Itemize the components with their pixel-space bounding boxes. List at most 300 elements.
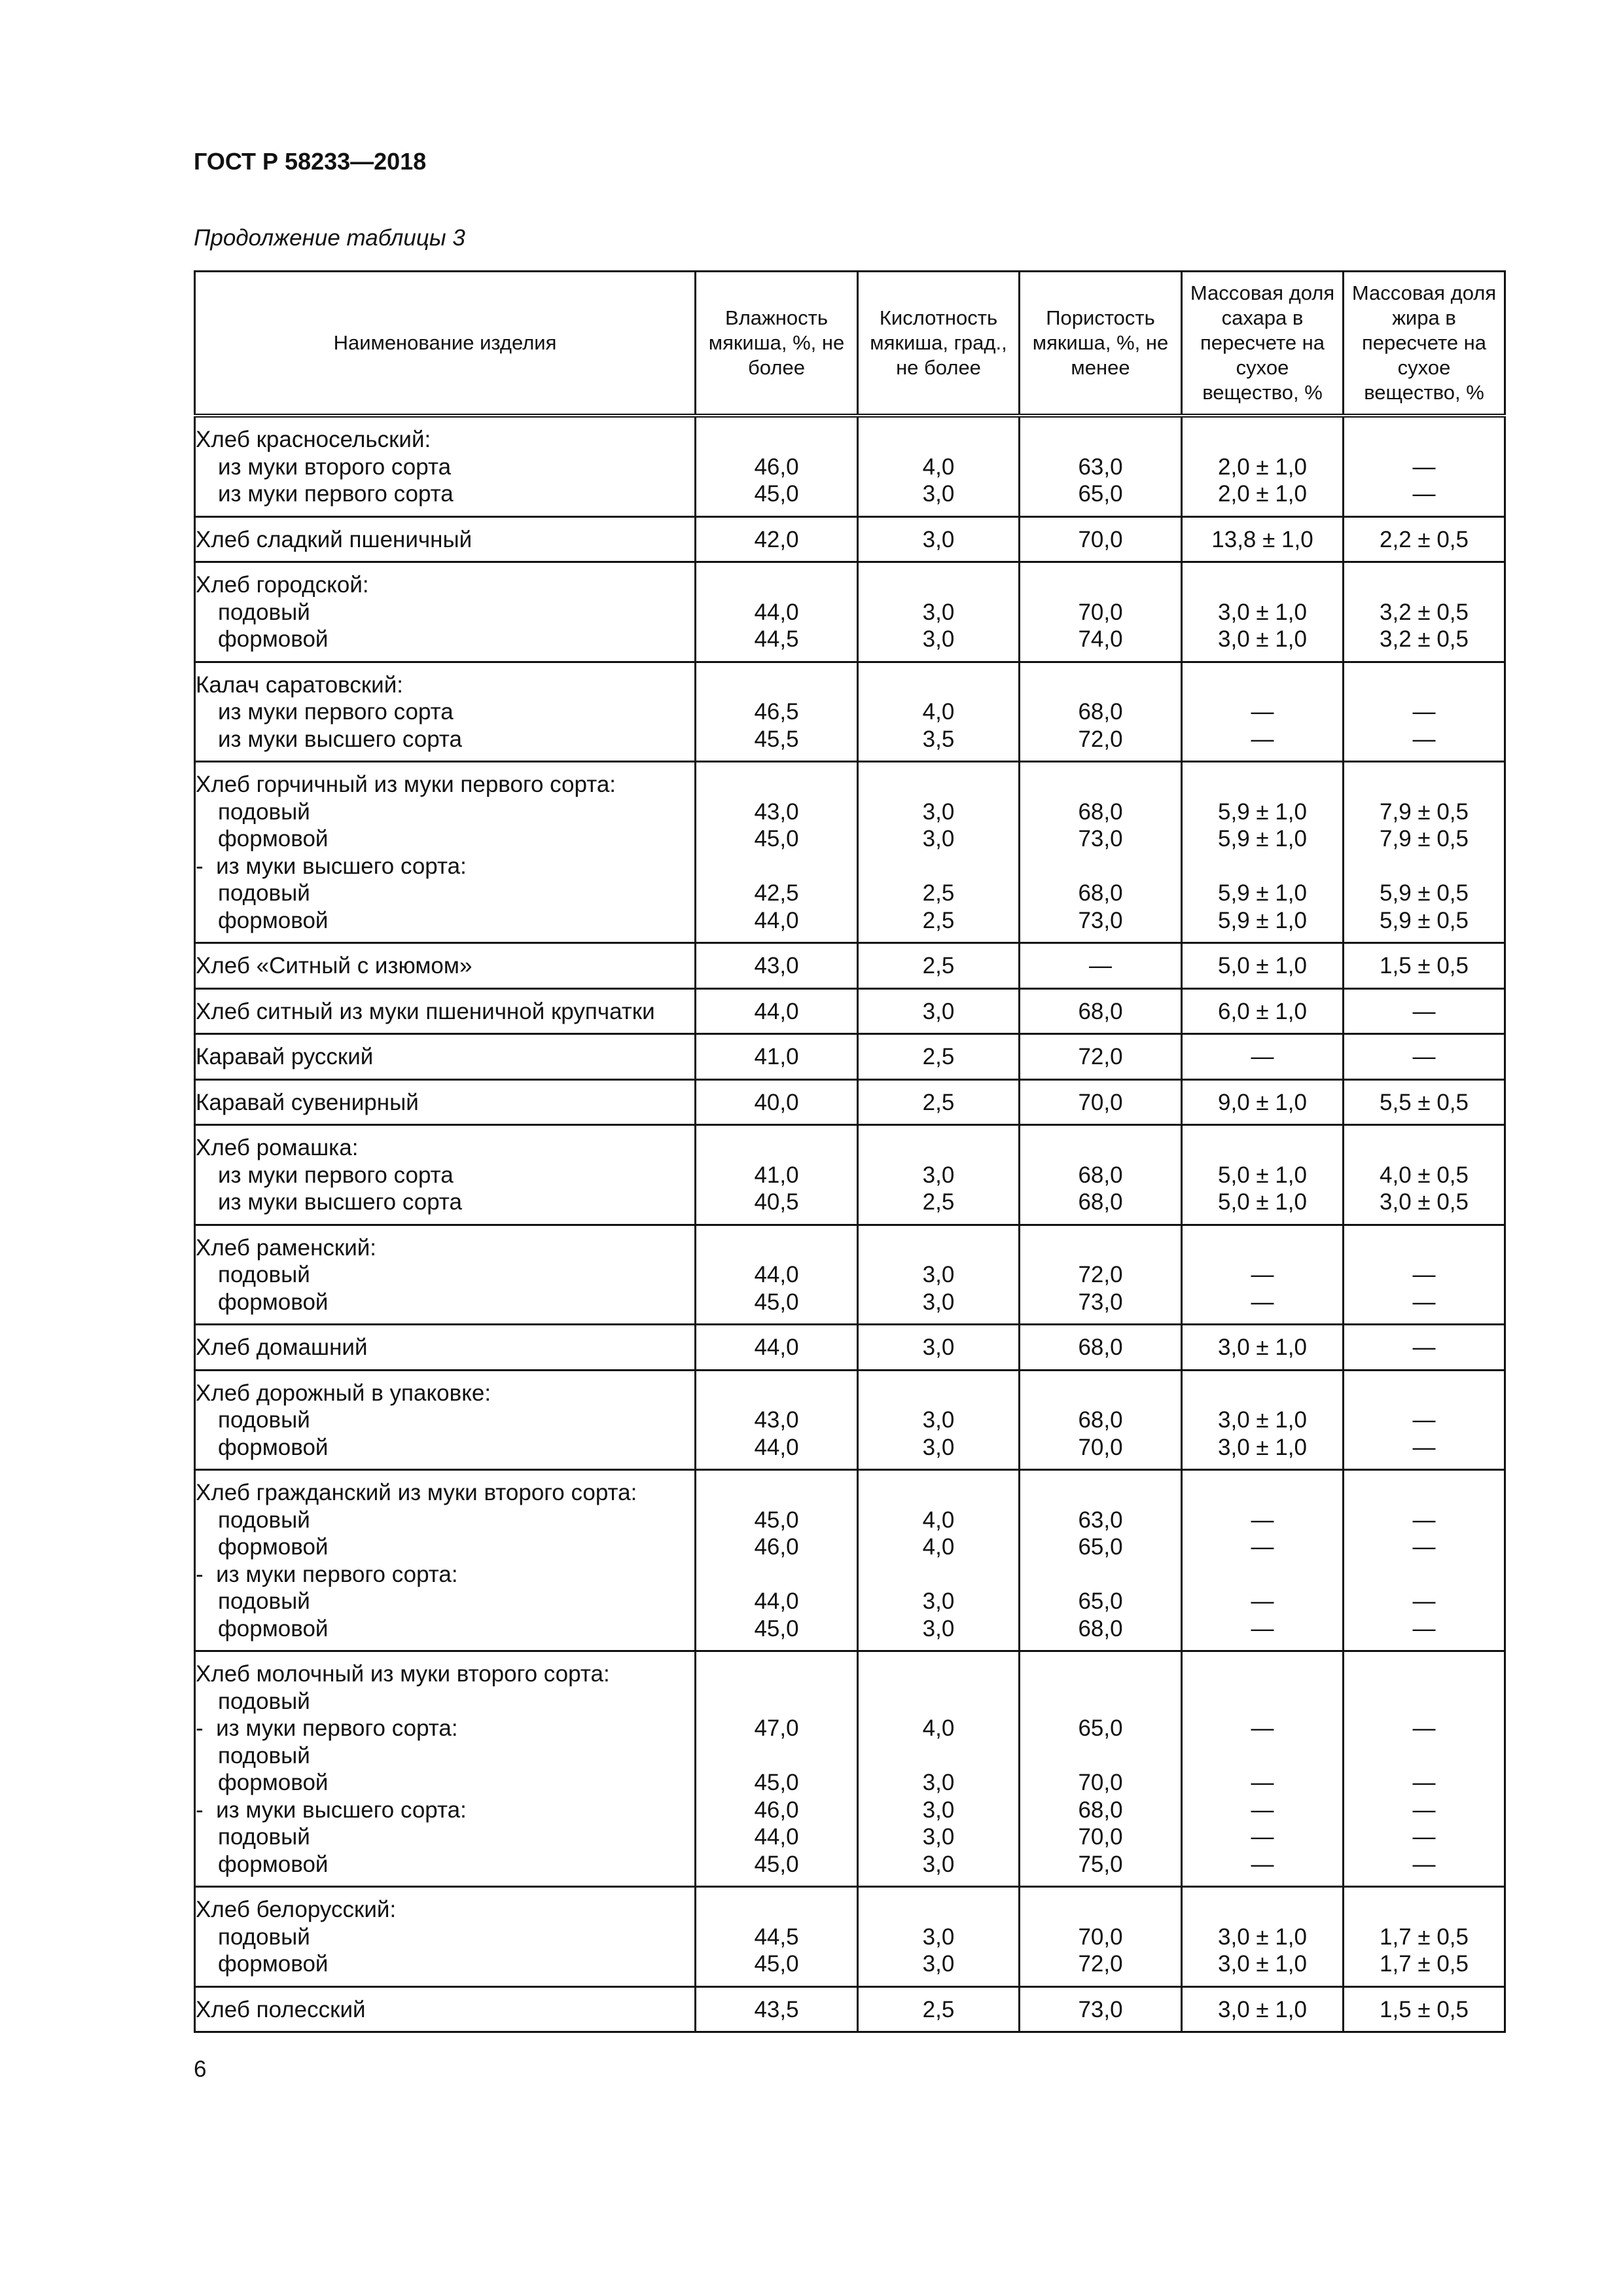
sugar-value: 5,9 ± 1,0 <box>1218 798 1307 825</box>
product-name <box>196 1561 694 1588</box>
moisture-value: 46,0 <box>754 1534 799 1560</box>
product-name-text: подовый <box>218 599 310 625</box>
product-subvariant <box>196 480 694 508</box>
fat-value: 1,5 ± 0,5 <box>1380 1996 1469 2022</box>
product-subvariant <box>196 1924 694 1951</box>
header-product-name: Наименование изделия <box>195 272 696 416</box>
product-name-text: Хлеб сладкий пшеничный <box>196 526 473 552</box>
product-name-text: формовой <box>218 826 329 852</box>
acidity-value: 4,0 <box>922 1534 955 1560</box>
product-name-text: из муки второго сорта <box>218 454 452 480</box>
fat-cell <box>1344 1651 1505 1887</box>
acidity-value: 3,0 <box>922 1588 955 1614</box>
porosity-value: 65,0 <box>1078 1715 1123 1741</box>
porosity-cell <box>1020 988 1182 1034</box>
porosity-value: 72,0 <box>1078 1262 1123 1287</box>
product-name-text: подовый <box>218 1742 310 1768</box>
fat-cell <box>1344 1325 1505 1371</box>
product-subvariant <box>196 907 694 935</box>
product-name-text: Хлеб гражданский из муки второго сорта: <box>196 1480 637 1505</box>
product-subvariant <box>196 698 694 726</box>
product-subvariant <box>196 1534 694 1561</box>
porosity-value: 73,0 <box>1078 907 1123 933</box>
sugar-cell <box>1182 562 1344 662</box>
sugar-cell <box>1182 988 1344 1034</box>
porosity-value: 70,0 <box>1078 1089 1123 1115</box>
sugar-cell <box>1182 762 1344 943</box>
fat-value <box>1344 1380 1504 1407</box>
product-name-cell <box>195 1370 696 1470</box>
acidity-value: 3,0 <box>922 1407 955 1433</box>
sugar-value: 6,0 ± 1,0 <box>1218 998 1307 1024</box>
product-name-text: формовой <box>218 1534 329 1560</box>
moisture-value: 45,0 <box>754 1951 799 1977</box>
header-fat-fraction: Массовая доля жира в пересчете на сухое вещество, % <box>1344 272 1505 416</box>
fat-value: 1,7 ± 0,5 <box>1380 1951 1469 1977</box>
fat-cell <box>1344 1986 1505 2032</box>
product-name <box>196 1380 694 1407</box>
product-name-text: - из муки первого сорта: <box>196 1561 458 1587</box>
product-name-cell <box>195 1887 696 1987</box>
porosity-value <box>1020 771 1181 798</box>
product-subvariant <box>196 880 694 907</box>
acidity-cell <box>858 1986 1020 2032</box>
header-crumb-acidity: Кислотность мякиша, град., не более <box>858 272 1020 416</box>
fat-cell <box>1344 943 1505 989</box>
table-row <box>195 1325 1505 1371</box>
acidity-value: 4,0 <box>922 699 955 725</box>
sugar-value <box>1183 1234 1342 1262</box>
product-name-text: из муки первого сорта <box>218 699 454 725</box>
fat-value: — <box>1412 1615 1436 1641</box>
acidity-value: 3,0 <box>922 599 955 625</box>
product-name-text: Хлеб белорусский: <box>196 1897 397 1922</box>
porosity-value: 73,0 <box>1078 1996 1123 2022</box>
acidity-cell <box>858 1651 1020 1887</box>
product-subvariant <box>196 1851 694 1878</box>
sugar-value: — <box>1251 1715 1274 1741</box>
sugar-cell <box>1182 662 1344 762</box>
product-subvariant <box>196 626 694 653</box>
table-row <box>195 1887 1505 1987</box>
product-name <box>196 426 694 454</box>
product-subvariant <box>196 798 694 826</box>
porosity-value: — <box>1089 953 1112 978</box>
moisture-value <box>696 853 857 880</box>
acidity-value: 3,0 <box>922 1162 955 1188</box>
sugar-cell <box>1182 1986 1344 2032</box>
fat-value: — <box>1412 1715 1436 1741</box>
table-row <box>195 562 1505 662</box>
acidity-cell <box>858 1225 1020 1325</box>
product-name-cell <box>195 1125 696 1225</box>
moisture-cell <box>696 1370 858 1470</box>
porosity-value: 68,0 <box>1078 1407 1123 1433</box>
sugar-value: 3,0 ± 1,0 <box>1218 1951 1307 1977</box>
table-row <box>195 943 1505 989</box>
acidity-cell <box>858 1370 1020 1470</box>
product-name <box>196 571 694 599</box>
sugar-value: 5,9 ± 1,0 <box>1218 907 1307 933</box>
acidity-value: 3,0 <box>922 1262 955 1287</box>
product-name-text: Калач саратовский: <box>196 672 403 698</box>
product-name <box>196 952 694 980</box>
acidity-value: 3,0 <box>922 481 955 507</box>
fat-cell <box>1344 562 1505 662</box>
acidity-value: 4,0 <box>922 1507 955 1533</box>
acidity-value: 3,0 <box>922 1615 955 1641</box>
porosity-value: 70,0 <box>1078 526 1123 552</box>
porosity-value: 65,0 <box>1078 1588 1123 1614</box>
product-subvariant <box>196 1434 694 1462</box>
product-subvariant <box>196 1289 694 1316</box>
sugar-value <box>1183 1896 1342 1924</box>
sugar-value <box>1183 1380 1342 1407</box>
sugar-value: 13,8 ± 1,0 <box>1211 526 1313 552</box>
porosity-cell <box>1020 762 1182 943</box>
moisture-value: 46,5 <box>754 699 799 725</box>
fat-value: 5,9 ± 0,5 <box>1380 880 1469 906</box>
fat-value <box>1344 1896 1504 1924</box>
sugar-cell <box>1182 1470 1344 1651</box>
product-name-text: из муки первого сорта <box>218 481 454 507</box>
moisture-value <box>696 1688 857 1715</box>
fat-cell <box>1344 1470 1505 1651</box>
product-subvariant <box>196 825 694 853</box>
table-row <box>195 1470 1505 1651</box>
product-name-text: формовой <box>218 626 329 652</box>
porosity-value: 68,0 <box>1078 1615 1123 1641</box>
table-row <box>195 1225 1505 1325</box>
moisture-cell <box>696 762 858 943</box>
acidity-cell <box>858 1470 1020 1651</box>
product-name-text: формовой <box>218 1615 329 1641</box>
fat-value <box>1344 1660 1504 1688</box>
acidity-value: 3,0 <box>922 1824 955 1850</box>
porosity-value: 72,0 <box>1078 726 1123 752</box>
fat-value: 3,2 ± 0,5 <box>1380 599 1469 625</box>
acidity-value <box>859 1742 1018 1770</box>
fat-cell <box>1344 1887 1505 1987</box>
fat-value: — <box>1412 998 1436 1024</box>
table-row <box>195 1125 1505 1225</box>
sugar-value <box>1183 571 1342 599</box>
porosity-cell <box>1020 1325 1182 1371</box>
sugar-value: — <box>1251 1588 1274 1614</box>
fat-value: — <box>1412 481 1436 507</box>
sugar-value <box>1183 1134 1342 1162</box>
fat-cell <box>1344 1079 1505 1125</box>
moisture-value: 44,5 <box>754 626 799 652</box>
sugar-value: 3,0 ± 1,0 <box>1218 626 1307 652</box>
moisture-cell <box>696 416 858 516</box>
fat-value <box>1344 426 1504 454</box>
sugar-value: — <box>1251 1615 1274 1641</box>
product-name-cell <box>195 1651 696 1887</box>
specification-table <box>194 270 1506 2033</box>
acidity-value: 3,0 <box>922 826 955 852</box>
sugar-value: — <box>1251 1044 1274 1069</box>
moisture-value: 43,0 <box>754 1407 799 1433</box>
moisture-value: 45,0 <box>754 481 799 507</box>
product-name-cell <box>195 988 696 1034</box>
porosity-value: 68,0 <box>1078 1797 1123 1823</box>
product-name <box>196 1334 694 1361</box>
acidity-value <box>859 672 1018 699</box>
sugar-cell <box>1182 1325 1344 1371</box>
product-name <box>196 1479 694 1507</box>
moisture-value: 40,0 <box>754 1089 799 1115</box>
fat-value: — <box>1412 1289 1436 1315</box>
fat-value: — <box>1412 1851 1436 1877</box>
porosity-value: 68,0 <box>1078 798 1123 825</box>
porosity-cell <box>1020 562 1182 662</box>
moisture-cell <box>696 1986 858 2032</box>
moisture-value <box>696 1380 857 1407</box>
sugar-value: 2,0 ± 1,0 <box>1218 481 1307 507</box>
fat-value: — <box>1412 1407 1436 1433</box>
porosity-value: 70,0 <box>1078 1924 1123 1950</box>
porosity-value: 72,0 <box>1078 1951 1123 1977</box>
sugar-value: 5,0 ± 1,0 <box>1218 1189 1307 1215</box>
porosity-cell <box>1020 416 1182 516</box>
product-name-text: - из муки высшего сорта: <box>196 853 467 879</box>
sugar-cell <box>1182 943 1344 989</box>
acidity-value: 3,0 <box>922 626 955 652</box>
product-name-text: подовый <box>218 1688 310 1714</box>
sugar-value: — <box>1251 1851 1274 1877</box>
porosity-value: 65,0 <box>1078 481 1123 507</box>
acidity-cell <box>858 1034 1020 1080</box>
moisture-cell <box>696 1034 858 1080</box>
porosity-cell <box>1020 1887 1182 1987</box>
sugar-value: 3,0 ± 1,0 <box>1218 1924 1307 1950</box>
porosity-value <box>1020 1234 1181 1262</box>
fat-value <box>1344 1234 1504 1262</box>
sugar-value: 9,0 ± 1,0 <box>1218 1089 1307 1115</box>
sugar-value <box>1183 426 1342 454</box>
fat-value: 1,7 ± 0,5 <box>1380 1924 1469 1950</box>
sugar-value: 2,0 ± 1,0 <box>1218 454 1307 480</box>
sugar-value: 3,0 ± 1,0 <box>1218 1335 1307 1360</box>
product-name <box>196 1134 694 1162</box>
moisture-cell <box>696 562 858 662</box>
product-subvariant <box>196 599 694 626</box>
porosity-value: 68,0 <box>1078 699 1123 725</box>
moisture-value: 44,0 <box>754 998 799 1024</box>
acidity-value: 4,0 <box>922 454 955 480</box>
product-subvariant <box>196 1769 694 1797</box>
table-row <box>195 516 1505 562</box>
sugar-cell <box>1182 1125 1344 1225</box>
sugar-value: — <box>1251 1770 1274 1795</box>
porosity-value: 70,0 <box>1078 1770 1123 1795</box>
sugar-cell <box>1182 1370 1344 1470</box>
acidity-value <box>859 1479 1018 1507</box>
product-name-cell <box>195 1325 696 1371</box>
fat-value: — <box>1412 1588 1436 1614</box>
moisture-value <box>696 571 857 599</box>
sugar-cell <box>1182 1225 1344 1325</box>
fat-cell <box>1344 516 1505 562</box>
sugar-value: 3,0 ± 1,0 <box>1218 1996 1307 2022</box>
product-name-text: - из муки первого сорта: <box>196 1715 458 1741</box>
acidity-value: 2,5 <box>922 1089 955 1115</box>
acidity-value <box>859 1234 1018 1262</box>
moisture-value: 44,0 <box>754 907 799 933</box>
fat-value: — <box>1412 1534 1436 1560</box>
sugar-value: — <box>1251 1262 1274 1287</box>
porosity-value <box>1020 1479 1181 1507</box>
fat-value: — <box>1412 1335 1436 1360</box>
product-name-text: подовый <box>218 1507 310 1533</box>
product-name-text: Хлеб молочный из муки второго сорта: <box>196 1661 610 1687</box>
product-name-text: Хлеб домашний <box>196 1335 368 1360</box>
sugar-value: 5,9 ± 1,0 <box>1218 826 1307 852</box>
fat-cell <box>1344 416 1505 516</box>
fat-value: 5,5 ± 0,5 <box>1380 1089 1469 1115</box>
porosity-value: 68,0 <box>1078 880 1123 906</box>
moisture-cell <box>696 1225 858 1325</box>
product-name-cell <box>195 1986 696 2032</box>
porosity-value: 70,0 <box>1078 599 1123 625</box>
product-name-cell <box>195 1225 696 1325</box>
page-number: 6 <box>194 2056 207 2082</box>
product-name-text: формовой <box>218 1851 329 1877</box>
product-subvariant <box>196 1588 694 1615</box>
acidity-value: 2,5 <box>922 1044 955 1069</box>
moisture-value: 43,0 <box>754 953 799 978</box>
product-subvariant <box>196 454 694 481</box>
sugar-value: — <box>1251 726 1274 752</box>
porosity-cell <box>1020 1034 1182 1080</box>
product-name <box>196 998 694 1026</box>
acidity-value: 3,0 <box>922 1951 955 1977</box>
moisture-value <box>696 1479 857 1507</box>
porosity-cell <box>1020 1651 1182 1887</box>
sugar-value <box>1183 1660 1342 1688</box>
fat-value <box>1344 771 1504 798</box>
acidity-cell <box>858 988 1020 1034</box>
sugar-value: 5,9 ± 1,0 <box>1218 880 1307 906</box>
porosity-value: 70,0 <box>1078 1434 1123 1460</box>
moisture-value: 41,0 <box>754 1162 799 1188</box>
sugar-cell <box>1182 1887 1344 1987</box>
sugar-value: — <box>1251 1824 1274 1850</box>
moisture-value: 44,0 <box>754 1434 799 1460</box>
product-name-text: подовый <box>218 1924 310 1950</box>
product-name <box>196 1043 694 1071</box>
porosity-value <box>1020 1380 1181 1407</box>
acidity-value: 3,0 <box>922 1434 955 1460</box>
porosity-cell <box>1020 516 1182 562</box>
fat-value: — <box>1412 1434 1436 1460</box>
moisture-value: 45,5 <box>754 726 799 752</box>
product-subvariant <box>196 1407 694 1434</box>
acidity-value: 3,0 <box>922 798 955 825</box>
moisture-cell <box>696 1470 858 1651</box>
header-crumb-porosity: Пористость мякиша, %, не менее <box>1020 272 1182 416</box>
table-row <box>195 1651 1505 1887</box>
sugar-cell <box>1182 1651 1344 1887</box>
fat-value <box>1344 853 1504 880</box>
porosity-value: 70,0 <box>1078 1824 1123 1850</box>
moisture-value: 45,0 <box>754 1507 799 1533</box>
acidity-cell <box>858 562 1020 662</box>
sugar-value <box>1183 1479 1342 1507</box>
fat-cell <box>1344 1125 1505 1225</box>
moisture-value: 46,0 <box>754 1797 799 1823</box>
fat-value <box>1344 1742 1504 1770</box>
moisture-cell <box>696 1651 858 1887</box>
product-name-text: Каравай русский <box>196 1044 374 1069</box>
fat-value: 7,9 ± 0,5 <box>1380 826 1469 852</box>
product-name-text: формовой <box>218 907 329 933</box>
product-name-text: подовый <box>218 1262 310 1287</box>
moisture-value: 44,0 <box>754 1335 799 1360</box>
sugar-value: 5,0 ± 1,0 <box>1218 953 1307 978</box>
fat-value: 1,5 ± 0,5 <box>1380 953 1469 978</box>
table-row <box>195 1986 1505 2032</box>
fat-value: — <box>1412 454 1436 480</box>
porosity-cell <box>1020 1079 1182 1125</box>
fat-value <box>1344 672 1504 699</box>
acidity-cell <box>858 1887 1020 1987</box>
porosity-value: 63,0 <box>1078 1507 1123 1533</box>
product-subvariant <box>196 1950 694 1978</box>
fat-value: — <box>1412 726 1436 752</box>
product-name-cell <box>195 762 696 943</box>
sugar-value <box>1183 853 1342 880</box>
moisture-value: 44,0 <box>754 1262 799 1287</box>
product-name-text: Хлеб «Ситный с изюмом» <box>196 953 473 978</box>
product-name-text: формовой <box>218 1951 329 1977</box>
product-name-cell <box>195 562 696 662</box>
fat-value: 4,0 ± 0,5 <box>1380 1162 1469 1188</box>
porosity-value: 75,0 <box>1078 1851 1123 1877</box>
product-subvariant <box>196 1189 694 1216</box>
header-crumb-moisture: Влажность мякиша, %, не более <box>696 272 858 416</box>
product-name <box>196 1234 694 1262</box>
product-name-cell <box>195 1034 696 1080</box>
product-name-text: подовый <box>218 880 310 906</box>
porosity-value: 74,0 <box>1078 626 1123 652</box>
acidity-value: 2,5 <box>922 953 955 978</box>
table-row <box>195 988 1505 1034</box>
acidity-value: 2,5 <box>922 907 955 933</box>
acidity-value: 3,0 <box>922 1335 955 1360</box>
sugar-value: 5,0 ± 1,0 <box>1218 1162 1307 1188</box>
fat-cell <box>1344 988 1505 1034</box>
fat-value: 3,0 ± 0,5 <box>1380 1189 1469 1215</box>
porosity-value <box>1020 1688 1181 1715</box>
fat-cell <box>1344 1225 1505 1325</box>
acidity-cell <box>858 1079 1020 1125</box>
table-row <box>195 416 1505 516</box>
product-name-text: формовой <box>218 1770 329 1795</box>
moisture-value <box>696 1742 857 1770</box>
porosity-cell <box>1020 1986 1182 2032</box>
porosity-cell <box>1020 1125 1182 1225</box>
acidity-value <box>859 1896 1018 1924</box>
fat-cell <box>1344 1370 1505 1470</box>
moisture-value: 44,0 <box>754 599 799 625</box>
product-name <box>196 1896 694 1924</box>
fat-cell <box>1344 662 1505 762</box>
sugar-value <box>1183 672 1342 699</box>
acidity-value <box>859 571 1018 599</box>
moisture-value <box>696 1134 857 1162</box>
